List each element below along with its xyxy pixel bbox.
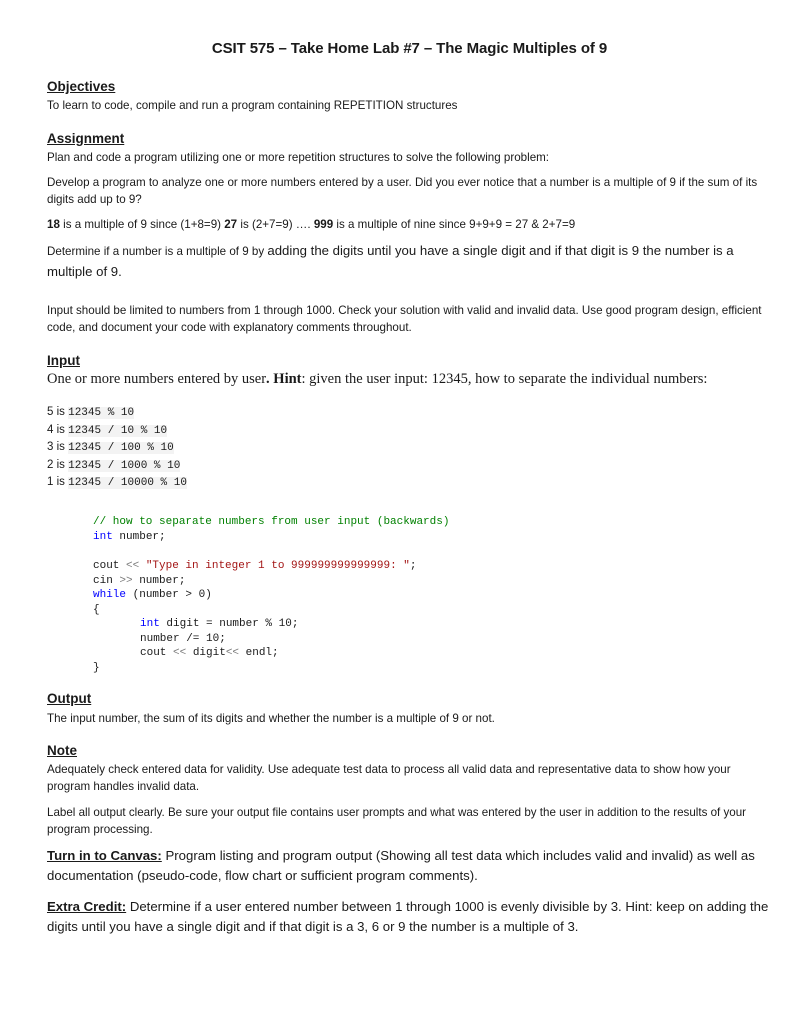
- code-brace-open: {: [93, 603, 100, 616]
- code-comment-line: [93, 515, 449, 530]
- code-op-out-3: <<: [225, 647, 240, 659]
- output-text: The input number, the sum of its digits and whether the number is a multiple of 9 or not.: [47, 712, 495, 725]
- digit-is: is: [53, 441, 69, 453]
- examples-line: [47, 216, 769, 233]
- digit-value: 5: [47, 406, 54, 418]
- example-18-text: is a multiple of 9 since (1+8=9): [59, 218, 225, 231]
- input-text-c: : given the user input: 12345, how to separate the individual numbers:: [301, 371, 708, 387]
- code-op-out-2: <<: [173, 647, 187, 659]
- digit-expression: 12345 / 10 % 10: [68, 424, 168, 437]
- digit-value: 2: [47, 458, 54, 471]
- code-cout-line: [93, 559, 416, 574]
- code-digit-line: [140, 617, 298, 632]
- digit-is: is: [53, 406, 69, 418]
- digit-row-3: [47, 439, 174, 458]
- digit-row-1: [47, 404, 134, 423]
- determine-small: Determine if a number is a multiple of 9 by: [47, 245, 268, 258]
- input-limits-paragraph: Input should be limited to numbers from 1 through 1000. Check your solution with valid and invalid data. Use good program design, efficient code, and document your code with explanatory comments throughout.: [47, 304, 762, 334]
- digit-expression: 12345 / 100 % 10: [68, 442, 174, 454]
- code-cin-rest: number;: [132, 574, 186, 587]
- note-text-1: Adequately check entered data for validity. Use adequate test data to process all valid data and representative data to show how your program handles invalid data.: [47, 763, 731, 793]
- turn-in-label: Turn in to Canvas:: [47, 848, 162, 863]
- code-cout2-end: endl;: [239, 647, 279, 659]
- extra-credit-text: Determine if a user entered number between 1 through 1000 is evenly divisible by 3. Hint: keep on adding the digits until you have a single digit and if that digit is a 3, 6 or 9 the number is a multiple of 3.: [47, 899, 769, 934]
- turn-in-paragraph: [47, 846, 769, 886]
- code-cout-2: cout: [140, 647, 174, 659]
- digit-value: 4: [47, 423, 54, 436]
- code-keyword-int: int: [93, 531, 113, 543]
- code-while-rest: (number > 0): [126, 589, 212, 601]
- code-brace-close: }: [93, 661, 100, 674]
- code-cout: cout: [93, 560, 127, 572]
- output-heading: Output: [47, 691, 92, 706]
- extra-credit-paragraph: [47, 897, 769, 937]
- digit-row-4: [47, 457, 180, 476]
- example-27-text: is (2+7=9) ….: [237, 218, 314, 231]
- digit-is: is: [53, 476, 69, 488]
- code-op-in: >>: [119, 574, 133, 587]
- code-keyword-while: while: [93, 589, 127, 601]
- digit-is: is: [53, 458, 69, 471]
- digit-value: 1: [47, 476, 54, 488]
- code-cin: cin: [93, 574, 120, 587]
- example-27: 27: [224, 218, 238, 231]
- code-cout2-line: [140, 646, 279, 661]
- input-heading: Input: [47, 353, 80, 368]
- code-while-line: [93, 588, 212, 603]
- note-heading: Note: [47, 743, 77, 758]
- code-semicolon: ;: [409, 560, 417, 572]
- digit-expression: 12345 % 10: [68, 407, 135, 419]
- code-comment: // how to separate numbers from user input (backwards): [93, 516, 450, 528]
- digit-expression: 12345 / 1000 % 10: [68, 459, 181, 472]
- code-cout2-mid: digit: [186, 647, 226, 659]
- hint-label: Hint: [273, 371, 302, 387]
- assignment-line2: Develop a program to analyze one or more numbers entered by a user. Did you ever notice that a number is a multiple of 9 if the sum of its digits add up to 9?: [47, 176, 758, 206]
- code-keyword-int-2: int: [140, 618, 160, 630]
- code-prompt-string: "Type in integer 1 to 999999999999999: ": [145, 560, 410, 572]
- input-text-a: One or more numbers entered by user: [47, 371, 267, 387]
- code-digit-rest: digit = number % 10;: [159, 618, 299, 630]
- example-18: 18: [47, 218, 60, 231]
- digit-row-5: [47, 474, 187, 493]
- example-999: 999: [313, 218, 334, 231]
- digit-row-2: [47, 422, 167, 441]
- assignment-heading: Assignment: [47, 131, 125, 146]
- code-op-out: <<: [126, 560, 140, 572]
- determine-big: adding the digits until you have a single digit and if that digit is 9 the number is a multiple of 9.: [47, 243, 734, 279]
- note-text-2: Label all output clearly. Be sure your output file contains user prompts and what was entered by the user in addition to the results of your program processing.: [47, 806, 747, 836]
- objectives-text: To learn to code, compile and run a program containing REPETITION structures: [47, 99, 458, 112]
- example-999-text: is a multiple of nine since 9+9+9 = 27 & 2+7=9: [333, 218, 576, 231]
- assignment-line1: Plan and code a program utilizing one or more repetition structures to solve the following problem:: [47, 151, 550, 164]
- code-cin-line: [93, 574, 185, 589]
- input-text-b: .: [266, 371, 274, 387]
- digit-expression: 12345 / 10000 % 10: [68, 477, 187, 489]
- code-div-line: number /= 10;: [140, 632, 226, 645]
- code-decl-rest: number;: [112, 531, 166, 543]
- digit-value: 3: [47, 441, 54, 453]
- objectives-heading: Objectives: [47, 79, 116, 94]
- code-decl-line: [93, 530, 166, 545]
- page-title: CSIT 575 – Take Home Lab #7 – The Magic Multiples of 9: [211, 40, 608, 57]
- turn-in-text: Program listing and program output (Showing all test data which includes valid and invalid) as well as documentation (pseudo-code, flow chart or sufficient program comments).: [47, 848, 755, 883]
- input-text: [47, 370, 769, 389]
- extra-credit-label: Extra Credit:: [47, 899, 127, 914]
- digit-is: is: [53, 423, 69, 436]
- determine-paragraph: [47, 241, 769, 282]
